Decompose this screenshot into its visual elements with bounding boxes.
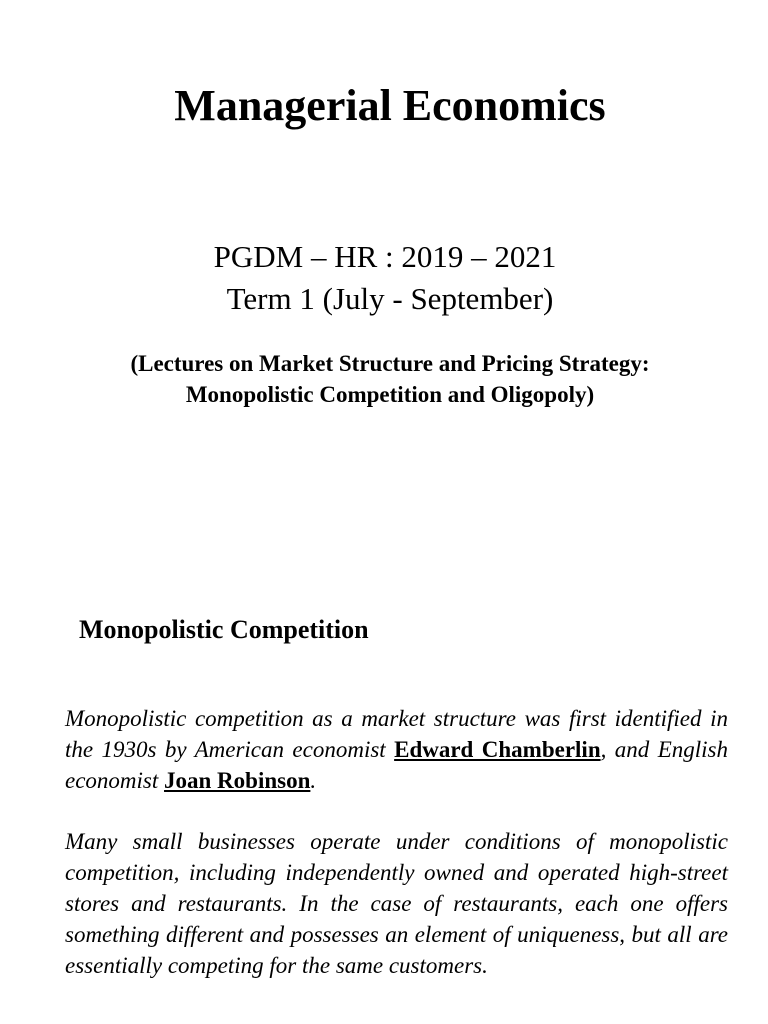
paragraph-history-text-c: .	[310, 768, 317, 793]
paragraph-examples: Many small businesses operate under conditions of monopolistic competition, including independently owned and operated high-street stores and restaurants. In the case of restaurants, each one offers something different and possesses an element of uniqueness, but all are essentially competing for the same customers.	[65, 829, 728, 978]
edward-chamberlin-link[interactable]: Edward Chamberlin	[394, 737, 601, 762]
joan-robinson-link[interactable]: Joan Robinson	[164, 768, 311, 793]
document-title: Managerial Economics	[174, 81, 606, 130]
paragraph-history-text-b: , and English economist	[65, 737, 728, 793]
lectures-subtitle-line1: (Lectures on Market Structure and Pricing Strategy:	[130, 351, 650, 376]
lectures-subtitle	[0, 348, 768, 410]
lectures-subtitle-line2: Monopolistic Competition and Oligopoly)	[185, 382, 595, 407]
paragraph-history	[65, 703, 728, 796]
term-line: Term 1 (July - September)	[226, 281, 554, 316]
program-line: PGDM – HR : 2019 – 2021	[213, 239, 557, 274]
paragraph-history-text-a: Monopolistic competition as a market structure was first identified in the 1930s by American economist	[65, 706, 728, 762]
section-heading: Monopolistic Competition	[79, 615, 369, 644]
